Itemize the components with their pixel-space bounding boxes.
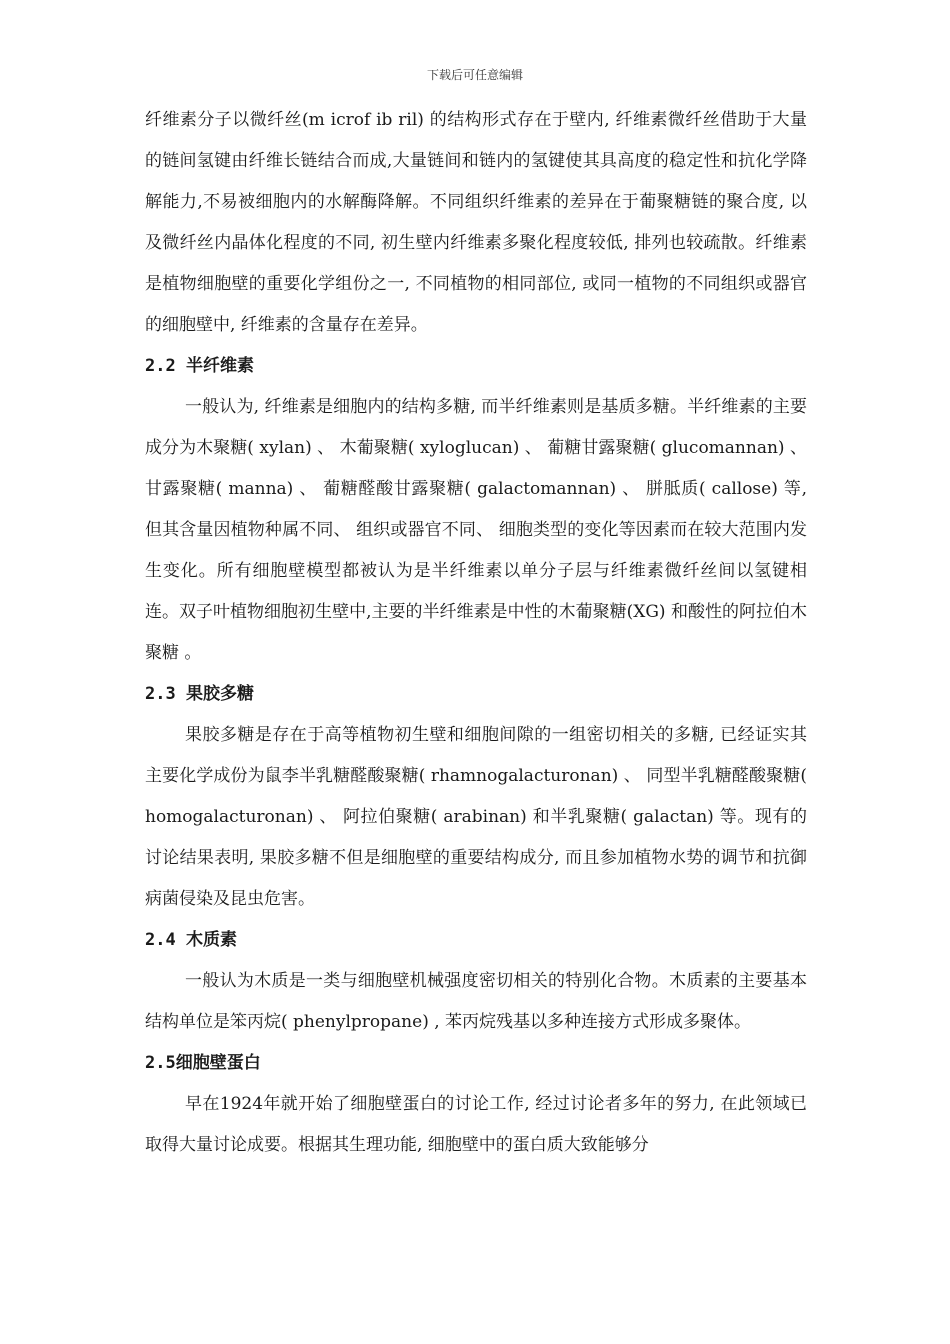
paragraph-lignin: 一般认为木质是一类与细胞壁机械强度密切相关的特别化合物。木质素的主要基本结构单位是笨丙烷( phenylpropane) , 苯丙烷残基以多种连接方式形成多聚体。 — [145, 971, 807, 1032]
paragraph-pectin: 果胶多糖是存在于高等植物初生壁和细胞间隙的一组密切相关的多糖, 已经证实其主要化学成份为鼠李半乳糖醛酸聚糖( rhamnogalacturonan) 、 同型半乳糖醛酸聚糖( homogalacturonan) 、 阿拉伯聚糖( arabinan) 和半乳聚糖( galactan) 等。现有的讨论结果表明, 果胶多糖不但是细胞壁的重要结构成分, 而且参加植物水势的调节和抗御病菌侵染及昆虫危害。 — [145, 725, 807, 909]
heading-hemicellulose: 2.2 半纤维素 — [145, 356, 254, 376]
paragraph-cell-wall-protein: 早在1924年就开始了细胞壁蛋白的讨论工作, 经过讨论者多年的努力, 在此领域已取得大量讨论成要。根据其生理功能, 细胞壁中的蛋白质大致能够分 — [145, 1094, 807, 1155]
paragraph-hemicellulose: 一般认为, 纤维素是细胞内的结构多糖, 而半纤维素则是基质多糖。半纤维素的主要成分为木聚糖( xylan) 、 木葡聚糖( xyloglucan) 、 葡糖甘露聚糖( glucomannan) 、 甘露聚糖( manna) 、 葡糖醛酸甘露聚糖( galactomannan) 、 胼胝质( callose) 等, 但其含量因植物种属不同、 组织或器官不同、 细胞类型的变化等因素而在较大范围内发生变化。所有细胞壁模型都被认为是半纤维素以单分子层与纤维素微纤丝间以氢键相连。双子叶植物细胞初生壁中,主要的半纤维素是中性的木葡聚糖(XG) 和酸性的阿拉伯木聚糖 。 — [145, 397, 807, 663]
document-body — [145, 100, 807, 1166]
heading-lignin: 2.4 木质素 — [145, 930, 237, 950]
page-header: 下载后可任意编辑 — [426, 68, 523, 82]
paragraph-cellulose: 纤维素分子以微纤丝(m icrof ib ril) 的结构形式存在于壁内, 纤维素微纤丝借助于大量的链间氢键由纤维长链结合而成,大量链间和链内的氢键使其具高度的稳定性和抗化学降解能力,不易被细胞内的水解酶降解。不同组织纤维素的差异在于葡聚糖链的聚合度, 以及微纤丝内晶体化程度的不同, 初生壁内纤维素多聚化程度较低, 排列也较疏散。纤维素是植物细胞壁的重要化学组份之一, 不同植物的相同部位, 或同一植物的不同组织或器官的细胞壁中, 纤维素的含量存在差异。 — [145, 110, 807, 335]
heading-cell-wall-protein: 2.5细胞壁蛋白 — [145, 1053, 261, 1073]
heading-pectin: 2.3 果胶多糖 — [145, 684, 254, 704]
